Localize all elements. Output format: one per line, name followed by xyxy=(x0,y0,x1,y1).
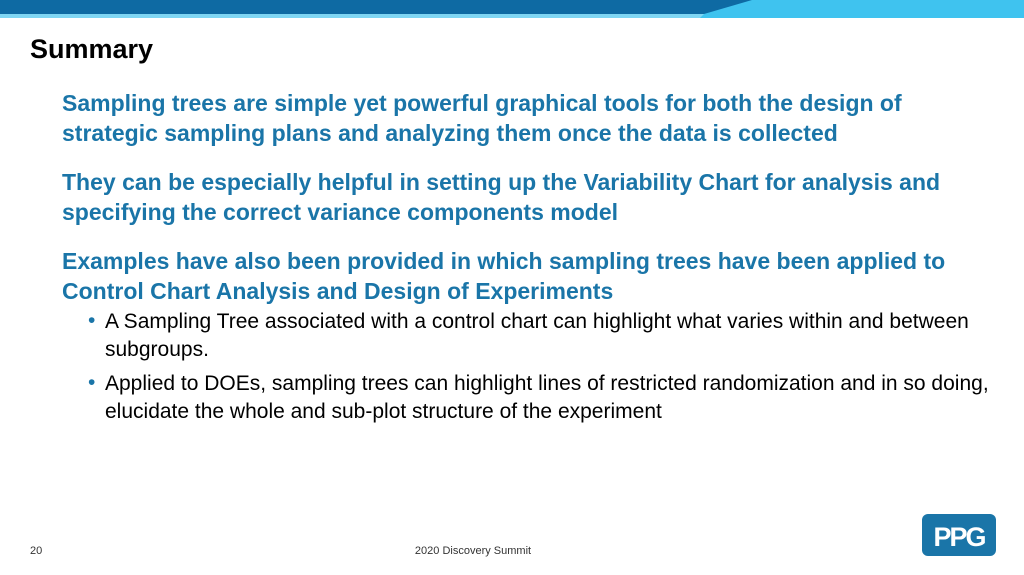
bullet-dot-icon: • xyxy=(88,371,96,394)
bullet-point: Sampling trees are simple yet powerful graphical tools for both the design of strategic sampling plans and analyzing them once the data is collected xyxy=(62,90,902,146)
top-banner xyxy=(0,0,1024,18)
page-number: 20 xyxy=(30,545,43,557)
footer-event: 2020 Discovery Summit xyxy=(414,545,532,557)
sub-bullet-point xyxy=(62,370,992,426)
bullet-point: They can be especially helpful in setting up the Variability Chart for analysis and specifying the correct variance components model xyxy=(62,169,941,225)
ppg-logo xyxy=(922,514,996,556)
sub-bullet-point xyxy=(62,308,992,364)
bullet-list xyxy=(62,88,992,432)
bullet-point: Examples have also been provided in which sampling trees have been applied to Control Chart Analysis and Design of Experiments xyxy=(62,248,946,304)
logo-text: PPG xyxy=(933,522,985,552)
slide-title: Summary xyxy=(30,34,154,64)
sub-bullet-text: A Sampling Tree associated with a control chart can highlight what varies within and between subgroups. xyxy=(105,310,969,361)
bullet-dot-icon: • xyxy=(88,309,96,332)
sub-bullet-text: Applied to DOEs, sampling trees can highlight lines of restricted randomization and in so doing, elucidate the whole and sub-plot structure of the experiment xyxy=(105,372,989,423)
